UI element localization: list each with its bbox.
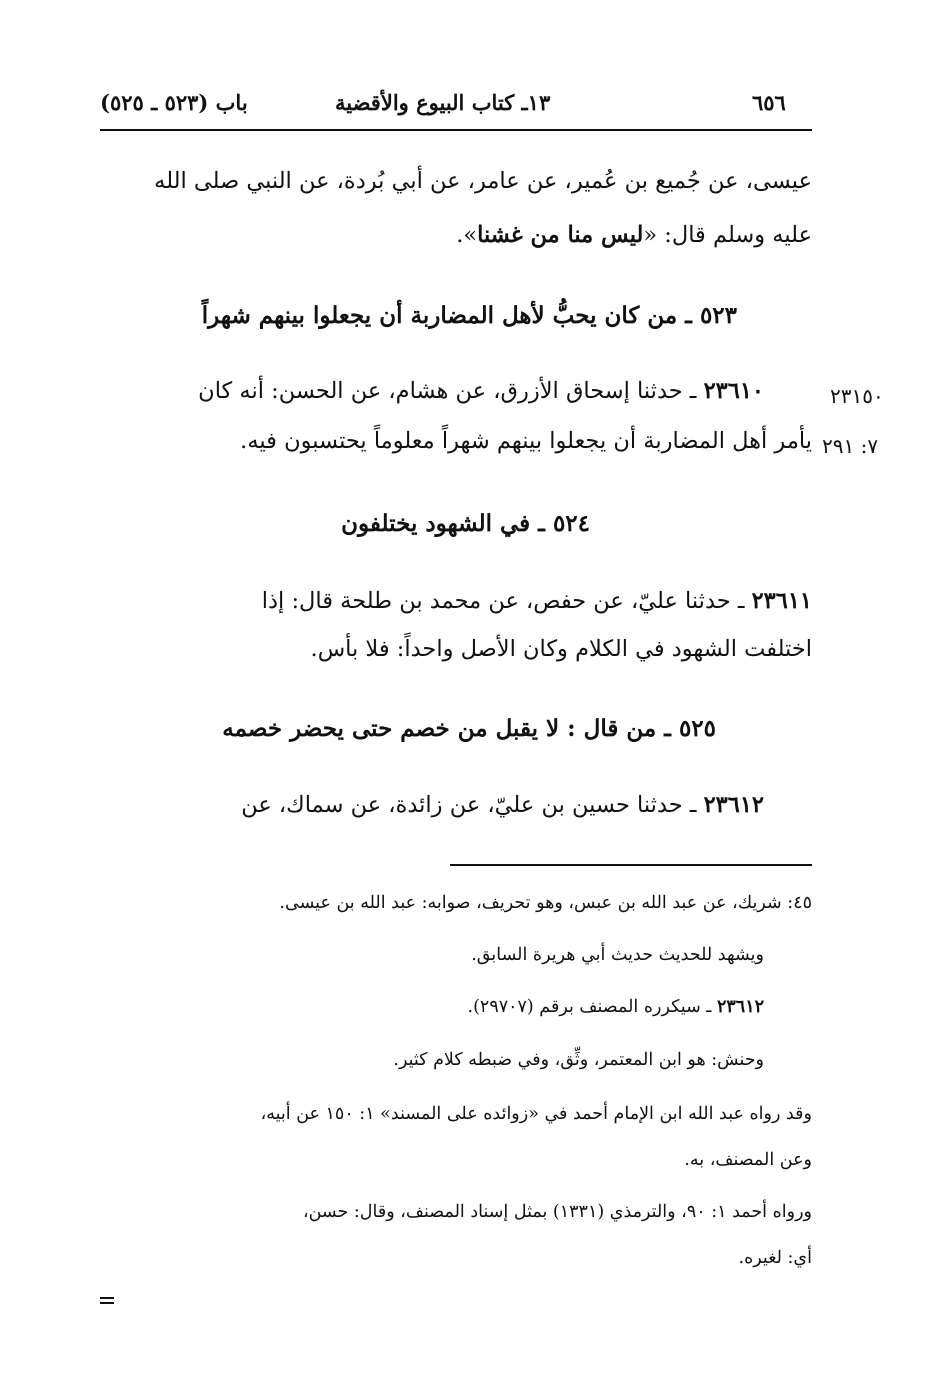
- hadith-23610-line-1: [198, 378, 764, 404]
- hadith-23612-line-1: [241, 792, 764, 818]
- footnote-ahmad-line-1: ورواه أحمد ١: ٩٠، والترمذي (١٣٣١) بمثل إسناد المصنف، وقال: حسن،: [302, 1202, 812, 1222]
- footnote-23612-number: ٢٣٦١٢: [717, 997, 764, 1017]
- footnote-abdullah-line-1: وقد رواه عبد الله ابن الإمام أحمد في «زوائده على المسند» ١: ١٥٠ عن أبيه،: [260, 1104, 812, 1124]
- footnote-hanash: وحنش: هو ابن المعتمر، وثِّق، وفي ضبطه كلام كثير.: [393, 1050, 764, 1070]
- chapter-range: باب (٥٢٣ ـ ٥٢٥): [100, 90, 248, 115]
- chapter-523-heading: ٥٢٣ ـ من كان يحبُّ لأهل المضاربة أن يجعلوا بينهم شهراً: [201, 302, 737, 329]
- margin-ref-2: ٧: ٢٩١: [822, 434, 879, 458]
- hadith-23610-number: ٢٣٦١٠: [703, 378, 764, 404]
- continuation-mark-top: [100, 1297, 114, 1299]
- footnote-45: ٤٥: شريك، عن عبد الله بن عبس، وهو تحريف، صوابه: عبد الله بن عيسى.: [279, 893, 812, 913]
- hadith-23612-number: ٢٣٦١٢: [703, 792, 764, 818]
- hadith-23612-text: ـ حدثنا حسين بن عليّ، عن زائدة، عن سماك، عن: [241, 792, 704, 818]
- continuation-mark-bottom: [100, 1302, 114, 1304]
- hadith-23611-number: ٢٣٦١١: [751, 588, 812, 614]
- intro-line-2-pre: عليه وسلم قال: «: [643, 222, 812, 248]
- hadith-23611-text: ـ حدثنا عليّ، عن حفص، عن محمد بن طلحة قال: إذا: [261, 588, 752, 614]
- chapter-524-heading: ٥٢٤ ـ في الشهود يختلفون: [341, 510, 590, 537]
- footnote-45-witness: ويشهد للحديث حديث أبي هريرة السابق.: [471, 945, 764, 965]
- header-rule: [100, 129, 812, 131]
- book-title: ١٣ـ كتاب البيوع والأقضية: [335, 90, 551, 115]
- intro-line-2: [456, 222, 812, 248]
- hadith-23611-line-2: اختلفت الشهود في الكلام وكان الأصل واحداً: فلا بأس.: [310, 636, 812, 662]
- footnote-ahmad-line-2: أي: لغيره.: [738, 1248, 812, 1268]
- page-number: ٦٥٦: [752, 90, 786, 115]
- hadith-23611-line-1: [262, 588, 812, 614]
- intro-line-2-post: ».: [456, 222, 478, 248]
- footnote-rule: [450, 864, 812, 866]
- hadith-23610-line-2: يأمر أهل المضاربة أن يجعلوا بينهم شهراً معلوماً يحتسبون فيه.: [240, 428, 812, 454]
- margin-ref-1: ٢٣١٥٠: [830, 384, 884, 408]
- intro-hadith-quote: ليس منا من غشنا: [477, 222, 644, 248]
- hadith-23610-text: ـ حدثنا إسحاق الأزرق، عن هشام، عن الحسن: أنه كان: [198, 378, 704, 404]
- footnote-23612-text: ـ سيكرره المصنف برقم (٢٩٧٠٧).: [467, 997, 717, 1017]
- footnote-23612: [468, 997, 764, 1017]
- intro-line-1: عيسى، عن جُميع بن عُمير، عن عامر، عن أبي بُردة، عن النبي صلى الله: [154, 168, 812, 194]
- chapter-525-heading: ٥٢٥ ـ من قال : لا يقبل من خصم حتى يحضر خصمه: [222, 715, 716, 742]
- footnote-abdullah-line-2: وعن المصنف، به.: [684, 1150, 812, 1170]
